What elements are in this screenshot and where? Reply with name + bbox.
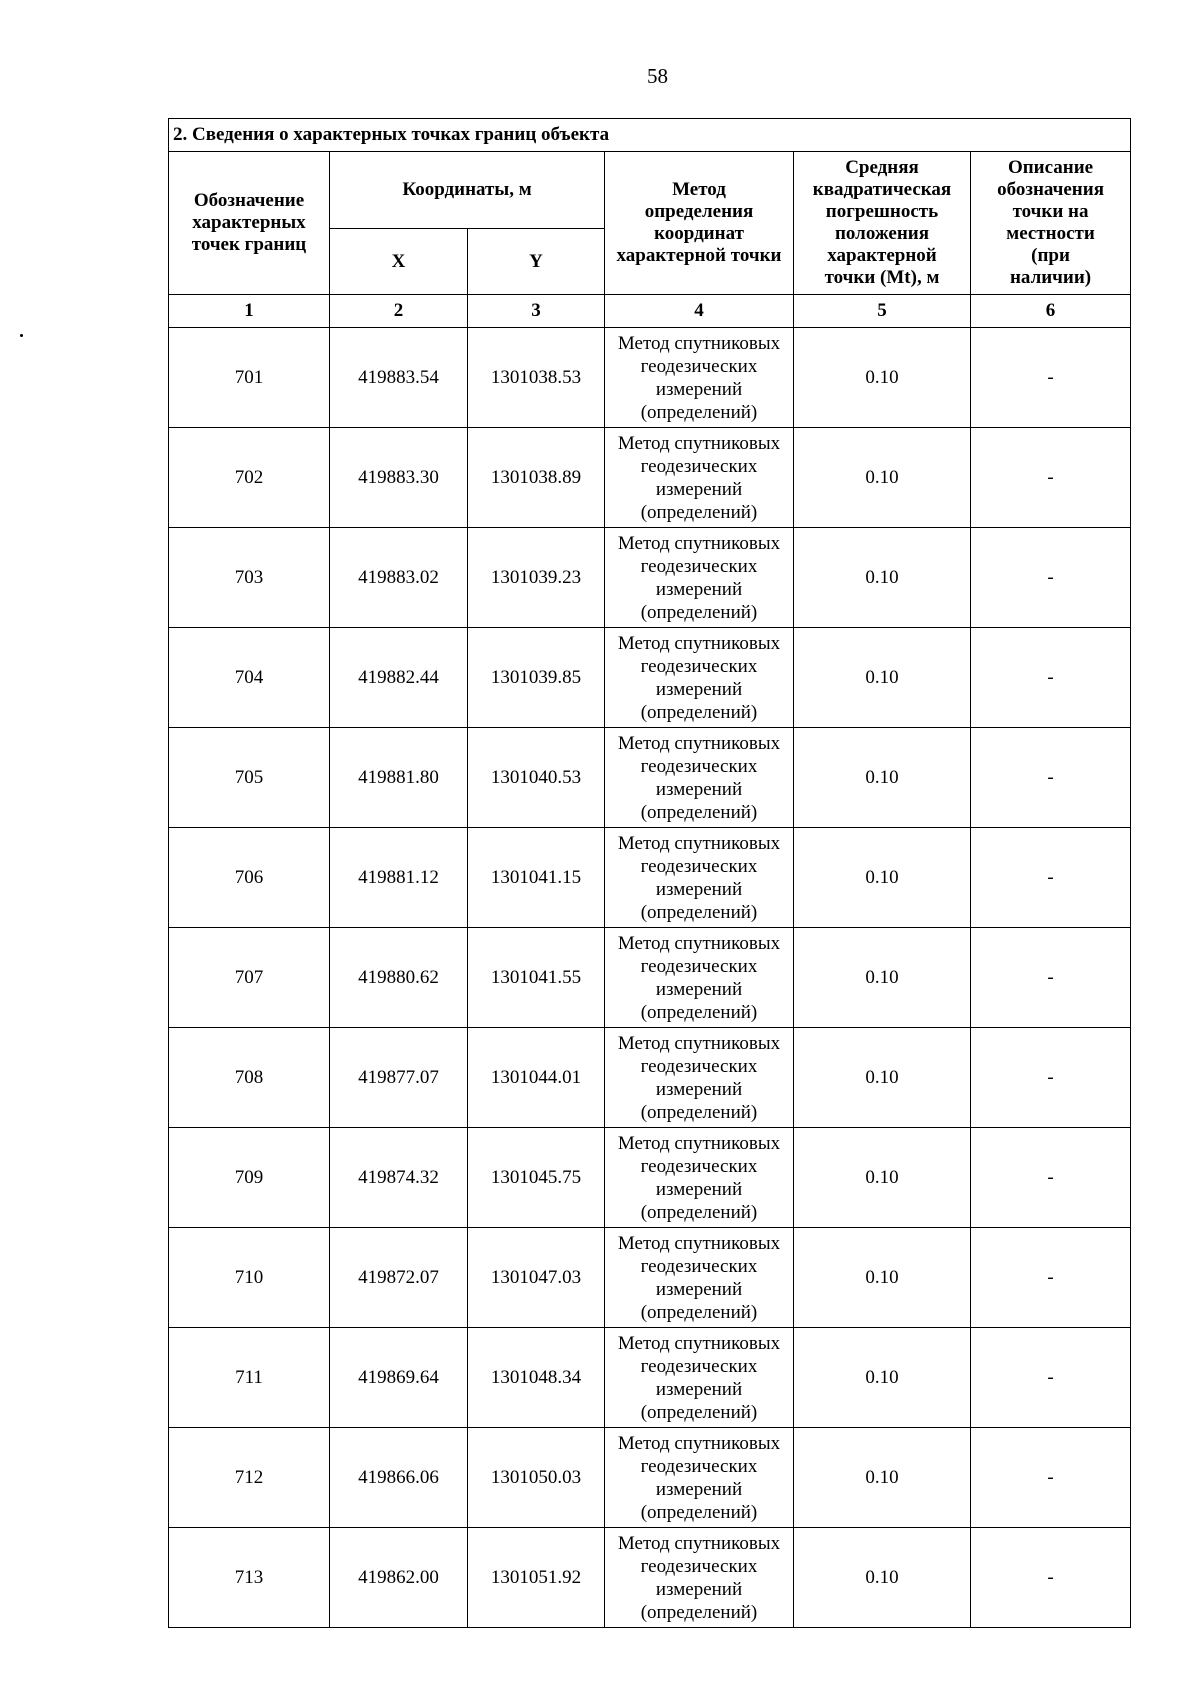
method-line: измерений [655,1378,743,1400]
error-value: 0.10 [794,1328,971,1428]
table-row [169,1528,1131,1628]
column-number: 5 [794,295,971,328]
method-cell [605,928,794,1028]
point-id: 710 [169,1228,330,1328]
header-row-top [169,152,1131,229]
coord-x: 419883.02 [330,528,468,628]
coord-y: 1301038.89 [468,428,605,528]
method-cell [605,828,794,928]
description-value: - [971,1228,1131,1328]
method-line: измерений [655,378,743,400]
header-error: Средняя квадратическая погрешность положения характерной точки (Mt), м [794,152,971,295]
column-number: 2 [330,295,468,328]
point-id: 703 [169,528,330,628]
column-number: 1 [169,295,330,328]
method-line: геодезических [640,1155,758,1177]
coord-x: 419872.07 [330,1228,468,1328]
method-cell [605,628,794,728]
coord-x: 419877.07 [330,1028,468,1128]
coord-x: 419881.12 [330,828,468,928]
coord-y: 1301038.53 [468,328,605,428]
header-coordinates: Координаты, м [330,152,605,229]
method-line: Метод спутниковых [617,532,781,554]
method-line: геодезических [640,1455,758,1477]
method-line: измерений [655,978,743,1000]
column-number: 4 [605,295,794,328]
table-row [169,528,1131,628]
description-value: - [971,428,1131,528]
method-line: (определений) [640,1501,758,1523]
coord-x: 419881.80 [330,728,468,828]
coord-x: 419883.54 [330,328,468,428]
method-line: Метод спутниковых [617,1132,781,1154]
method-line: геодезических [640,755,758,777]
table-row [169,328,1131,428]
method-line: (определений) [640,1301,758,1323]
error-value: 0.10 [794,1028,971,1128]
method-cell [605,1128,794,1228]
coord-y: 1301039.85 [468,628,605,728]
method-line: Метод спутниковых [617,1432,781,1454]
coord-x: 419882.44 [330,628,468,728]
point-id: 707 [169,928,330,1028]
error-value: 0.10 [794,528,971,628]
method-line: (определений) [640,901,758,923]
method-line: геодезических [640,1055,758,1077]
coord-y: 1301039.23 [468,528,605,628]
method-line: Метод спутниковых [617,632,781,654]
table-row [169,1228,1131,1328]
header-method: Метод определения координат характерной точки [605,152,794,295]
table-row [169,928,1131,1028]
column-number: 3 [468,295,605,328]
method-line: измерений [655,1478,743,1500]
method-cell [605,528,794,628]
method-line: измерений [655,1278,743,1300]
coord-x: 419883.30 [330,428,468,528]
point-id: 709 [169,1128,330,1228]
table-row [169,1328,1131,1428]
boundary-points-table [168,118,1131,1628]
method-line: геодезических [640,1355,758,1377]
coord-y: 1301040.53 [468,728,605,828]
scan-speck [20,334,23,337]
method-cell [605,728,794,828]
table-row [169,1128,1131,1228]
table-row [169,1028,1131,1128]
coord-x: 419866.06 [330,1428,468,1528]
error-value: 0.10 [794,1128,971,1228]
method-line: Метод спутниковых [617,832,781,854]
description-value: - [971,1528,1131,1628]
description-value: - [971,628,1131,728]
coord-y: 1301041.15 [468,828,605,928]
method-line: измерений [655,678,743,700]
method-line: (определений) [640,1201,758,1223]
error-value: 0.10 [794,1528,971,1628]
description-value: - [971,528,1131,628]
method-line: геодезических [640,655,758,677]
column-number: 6 [971,295,1131,328]
point-id: 713 [169,1528,330,1628]
method-line: измерений [655,478,743,500]
point-id: 701 [169,328,330,428]
method-line: (определений) [640,801,758,823]
method-cell [605,328,794,428]
error-value: 0.10 [794,628,971,728]
table-body [169,328,1131,1628]
point-id: 706 [169,828,330,928]
header-designation: Обозначение характерных точек границ [169,152,330,295]
description-value: - [971,1328,1131,1428]
coord-x: 419880.62 [330,928,468,1028]
coord-x: 419869.64 [330,1328,468,1428]
coord-y: 1301051.92 [468,1528,605,1628]
method-line: геодезических [640,1255,758,1277]
table-row [169,428,1131,528]
method-line: (определений) [640,601,758,623]
method-line: геодезических [640,455,758,477]
description-value: - [971,328,1131,428]
method-line: (определений) [640,401,758,423]
method-line: Метод спутниковых [617,1332,781,1354]
point-id: 708 [169,1028,330,1128]
coord-y: 1301044.01 [468,1028,605,1128]
method-line: (определений) [640,501,758,523]
table-row [169,628,1131,728]
error-value: 0.10 [794,1428,971,1528]
method-line: измерений [655,778,743,800]
table-row [169,1428,1131,1528]
method-line: измерений [655,1078,743,1100]
method-cell [605,1528,794,1628]
point-id: 704 [169,628,330,728]
method-cell [605,1328,794,1428]
table-row [169,828,1131,928]
coord-y: 1301045.75 [468,1128,605,1228]
column-number-row [169,295,1131,328]
table-caption: 2. Сведения о характерных точках границ объекта [169,119,1131,152]
description-value: - [971,728,1131,828]
method-line: измерений [655,1178,743,1200]
description-value: - [971,1028,1131,1128]
error-value: 0.10 [794,328,971,428]
method-line: измерений [655,878,743,900]
error-value: 0.10 [794,828,971,928]
table-caption-row [169,119,1131,152]
method-line: Метод спутниковых [617,1232,781,1254]
method-line: Метод спутниковых [617,332,781,354]
method-line: геодезических [640,555,758,577]
header-x: X [330,229,468,295]
method-line: геодезических [640,955,758,977]
coord-y: 1301047.03 [468,1228,605,1328]
method-cell [605,1228,794,1328]
method-cell [605,1428,794,1528]
coord-y: 1301050.03 [468,1428,605,1528]
error-value: 0.10 [794,1228,971,1328]
page-number: 58 [647,64,668,88]
method-line: (определений) [640,1001,758,1023]
coord-y: 1301048.34 [468,1328,605,1428]
error-value: 0.10 [794,428,971,528]
description-value: - [971,1128,1131,1228]
method-line: измерений [655,578,743,600]
point-id: 705 [169,728,330,828]
method-line: Метод спутниковых [617,1532,781,1554]
error-value: 0.10 [794,928,971,1028]
method-line: (определений) [640,1101,758,1123]
header-description: Описание обозначения точки на местности (при наличии) [971,152,1131,295]
method-line: геодезических [640,1555,758,1577]
description-value: - [971,828,1131,928]
table-row [169,728,1131,828]
method-line: геодезических [640,855,758,877]
method-line: (определений) [640,701,758,723]
coord-y: 1301041.55 [468,928,605,1028]
method-line: Метод спутниковых [617,432,781,454]
method-cell [605,1028,794,1128]
method-line: геодезических [640,355,758,377]
header-y: Y [468,229,605,295]
description-value: - [971,928,1131,1028]
coord-x: 419862.00 [330,1528,468,1628]
method-line: Метод спутниковых [617,1032,781,1054]
point-id: 702 [169,428,330,528]
method-line: Метод спутниковых [617,932,781,954]
method-line: Метод спутниковых [617,732,781,754]
method-line: измерений [655,1578,743,1600]
point-id: 712 [169,1428,330,1528]
coord-x: 419874.32 [330,1128,468,1228]
method-line: (определений) [640,1601,758,1623]
error-value: 0.10 [794,728,971,828]
method-line: (определений) [640,1401,758,1423]
method-cell [605,428,794,528]
description-value: - [971,1428,1131,1528]
point-id: 711 [169,1328,330,1428]
